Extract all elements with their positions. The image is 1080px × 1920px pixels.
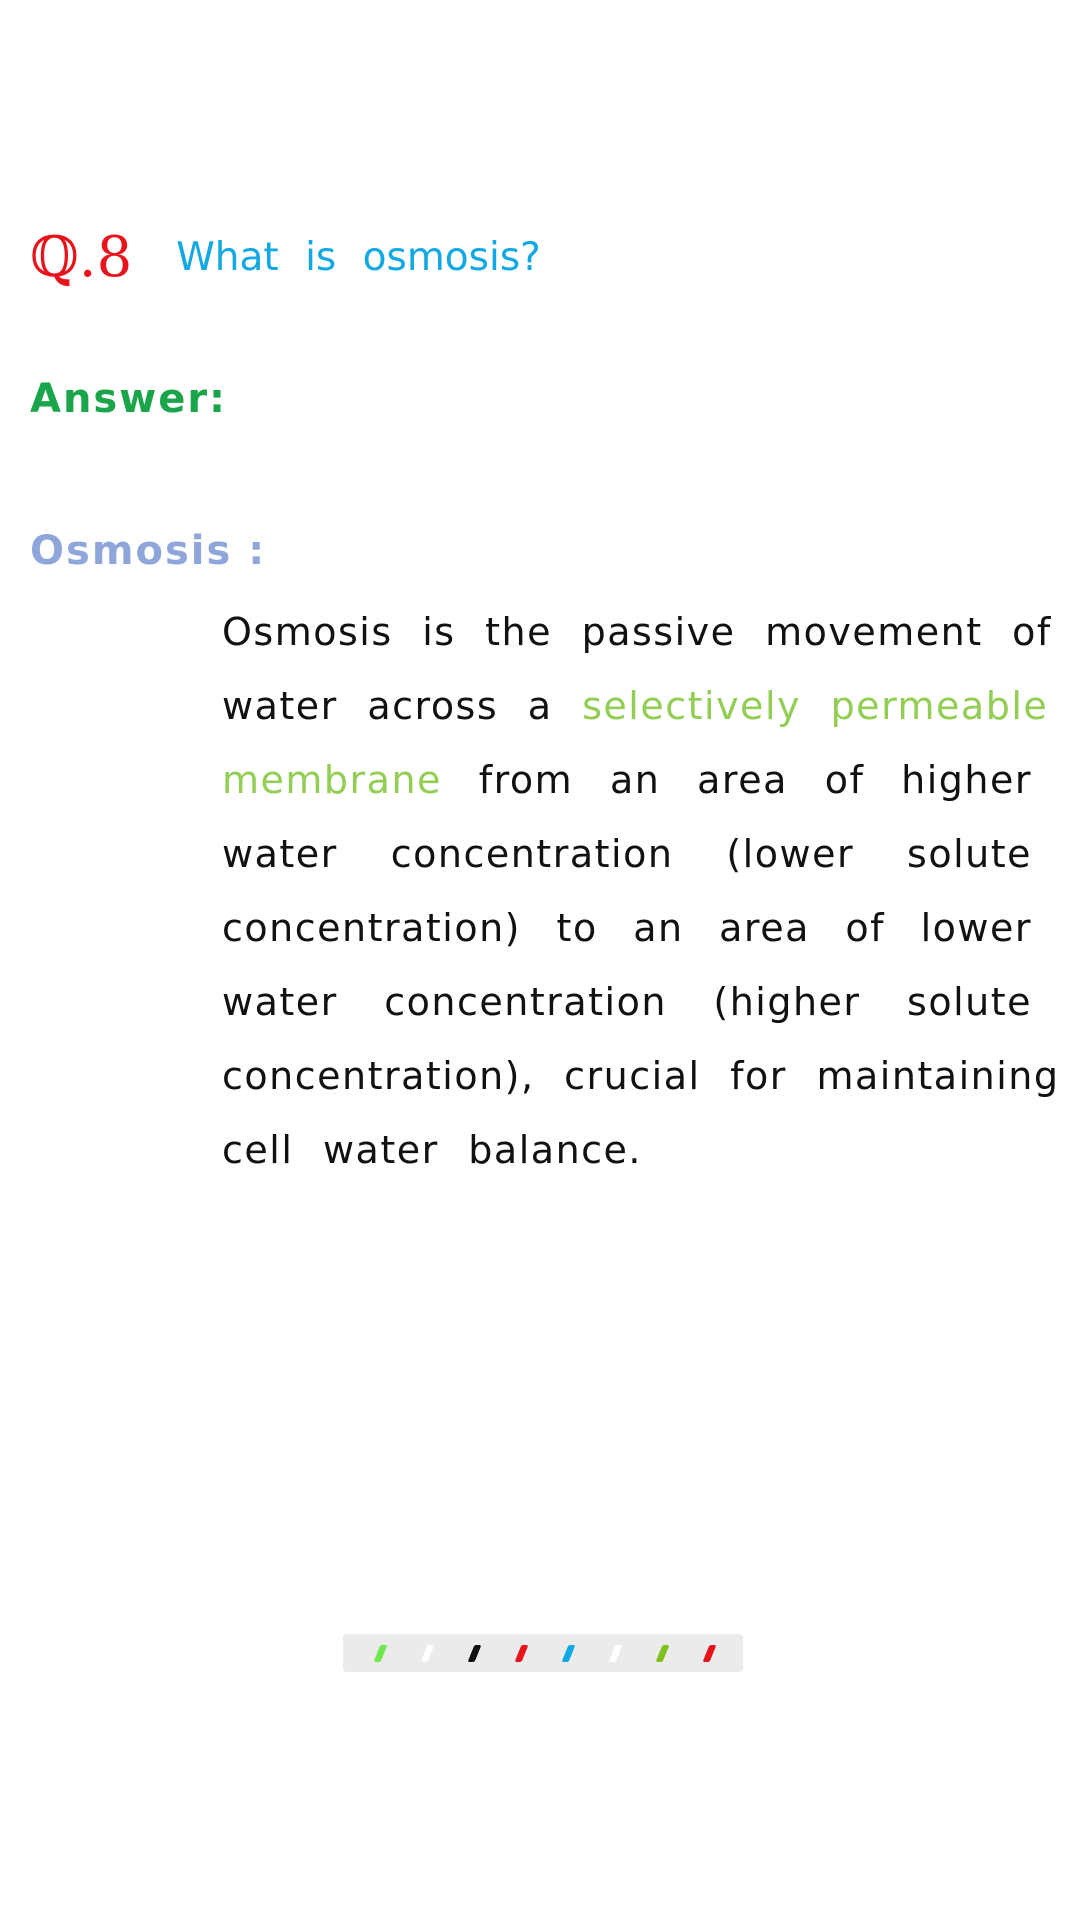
color-swatch-mark <box>515 1645 529 1662</box>
question-number: ℚ.8 <box>30 225 133 290</box>
definition-paragraph <box>222 595 1060 1187</box>
color-strip <box>343 1634 743 1672</box>
definition-line-7: concentration), crucial for maintaining <box>222 1054 1060 1098</box>
term-label: Osmosis : <box>30 528 267 574</box>
definition-line-1: Osmosis is the passive movement of <box>222 610 1052 654</box>
color-swatch-mark <box>421 1645 435 1662</box>
definition-text: from an area of higher <box>441 758 1032 802</box>
question-text: What is osmosis? <box>176 235 541 280</box>
definition-line-8: cell water balance. <box>222 1128 642 1172</box>
color-swatch-mark <box>703 1645 717 1662</box>
answer-label: Answer: <box>30 376 228 422</box>
question-row <box>30 218 541 298</box>
color-swatch-mark <box>374 1645 388 1662</box>
definition-line-5: concentration) to an area of lower <box>222 906 1032 950</box>
highlighted-term: selectively permeable <box>582 684 1049 728</box>
color-swatch-mark <box>656 1645 670 1662</box>
definition-line-2 <box>222 669 1049 743</box>
highlighted-term: membrane <box>222 758 442 802</box>
color-swatch-mark <box>609 1645 623 1662</box>
color-swatch-mark <box>468 1645 482 1662</box>
definition-text: water across a <box>222 684 583 728</box>
definition-line-6: water concentration (higher solute <box>222 980 1032 1024</box>
color-swatch-mark <box>562 1645 576 1662</box>
definition-line-4: water concentration (lower solute <box>222 832 1032 876</box>
definition-line-3 <box>222 743 1032 817</box>
